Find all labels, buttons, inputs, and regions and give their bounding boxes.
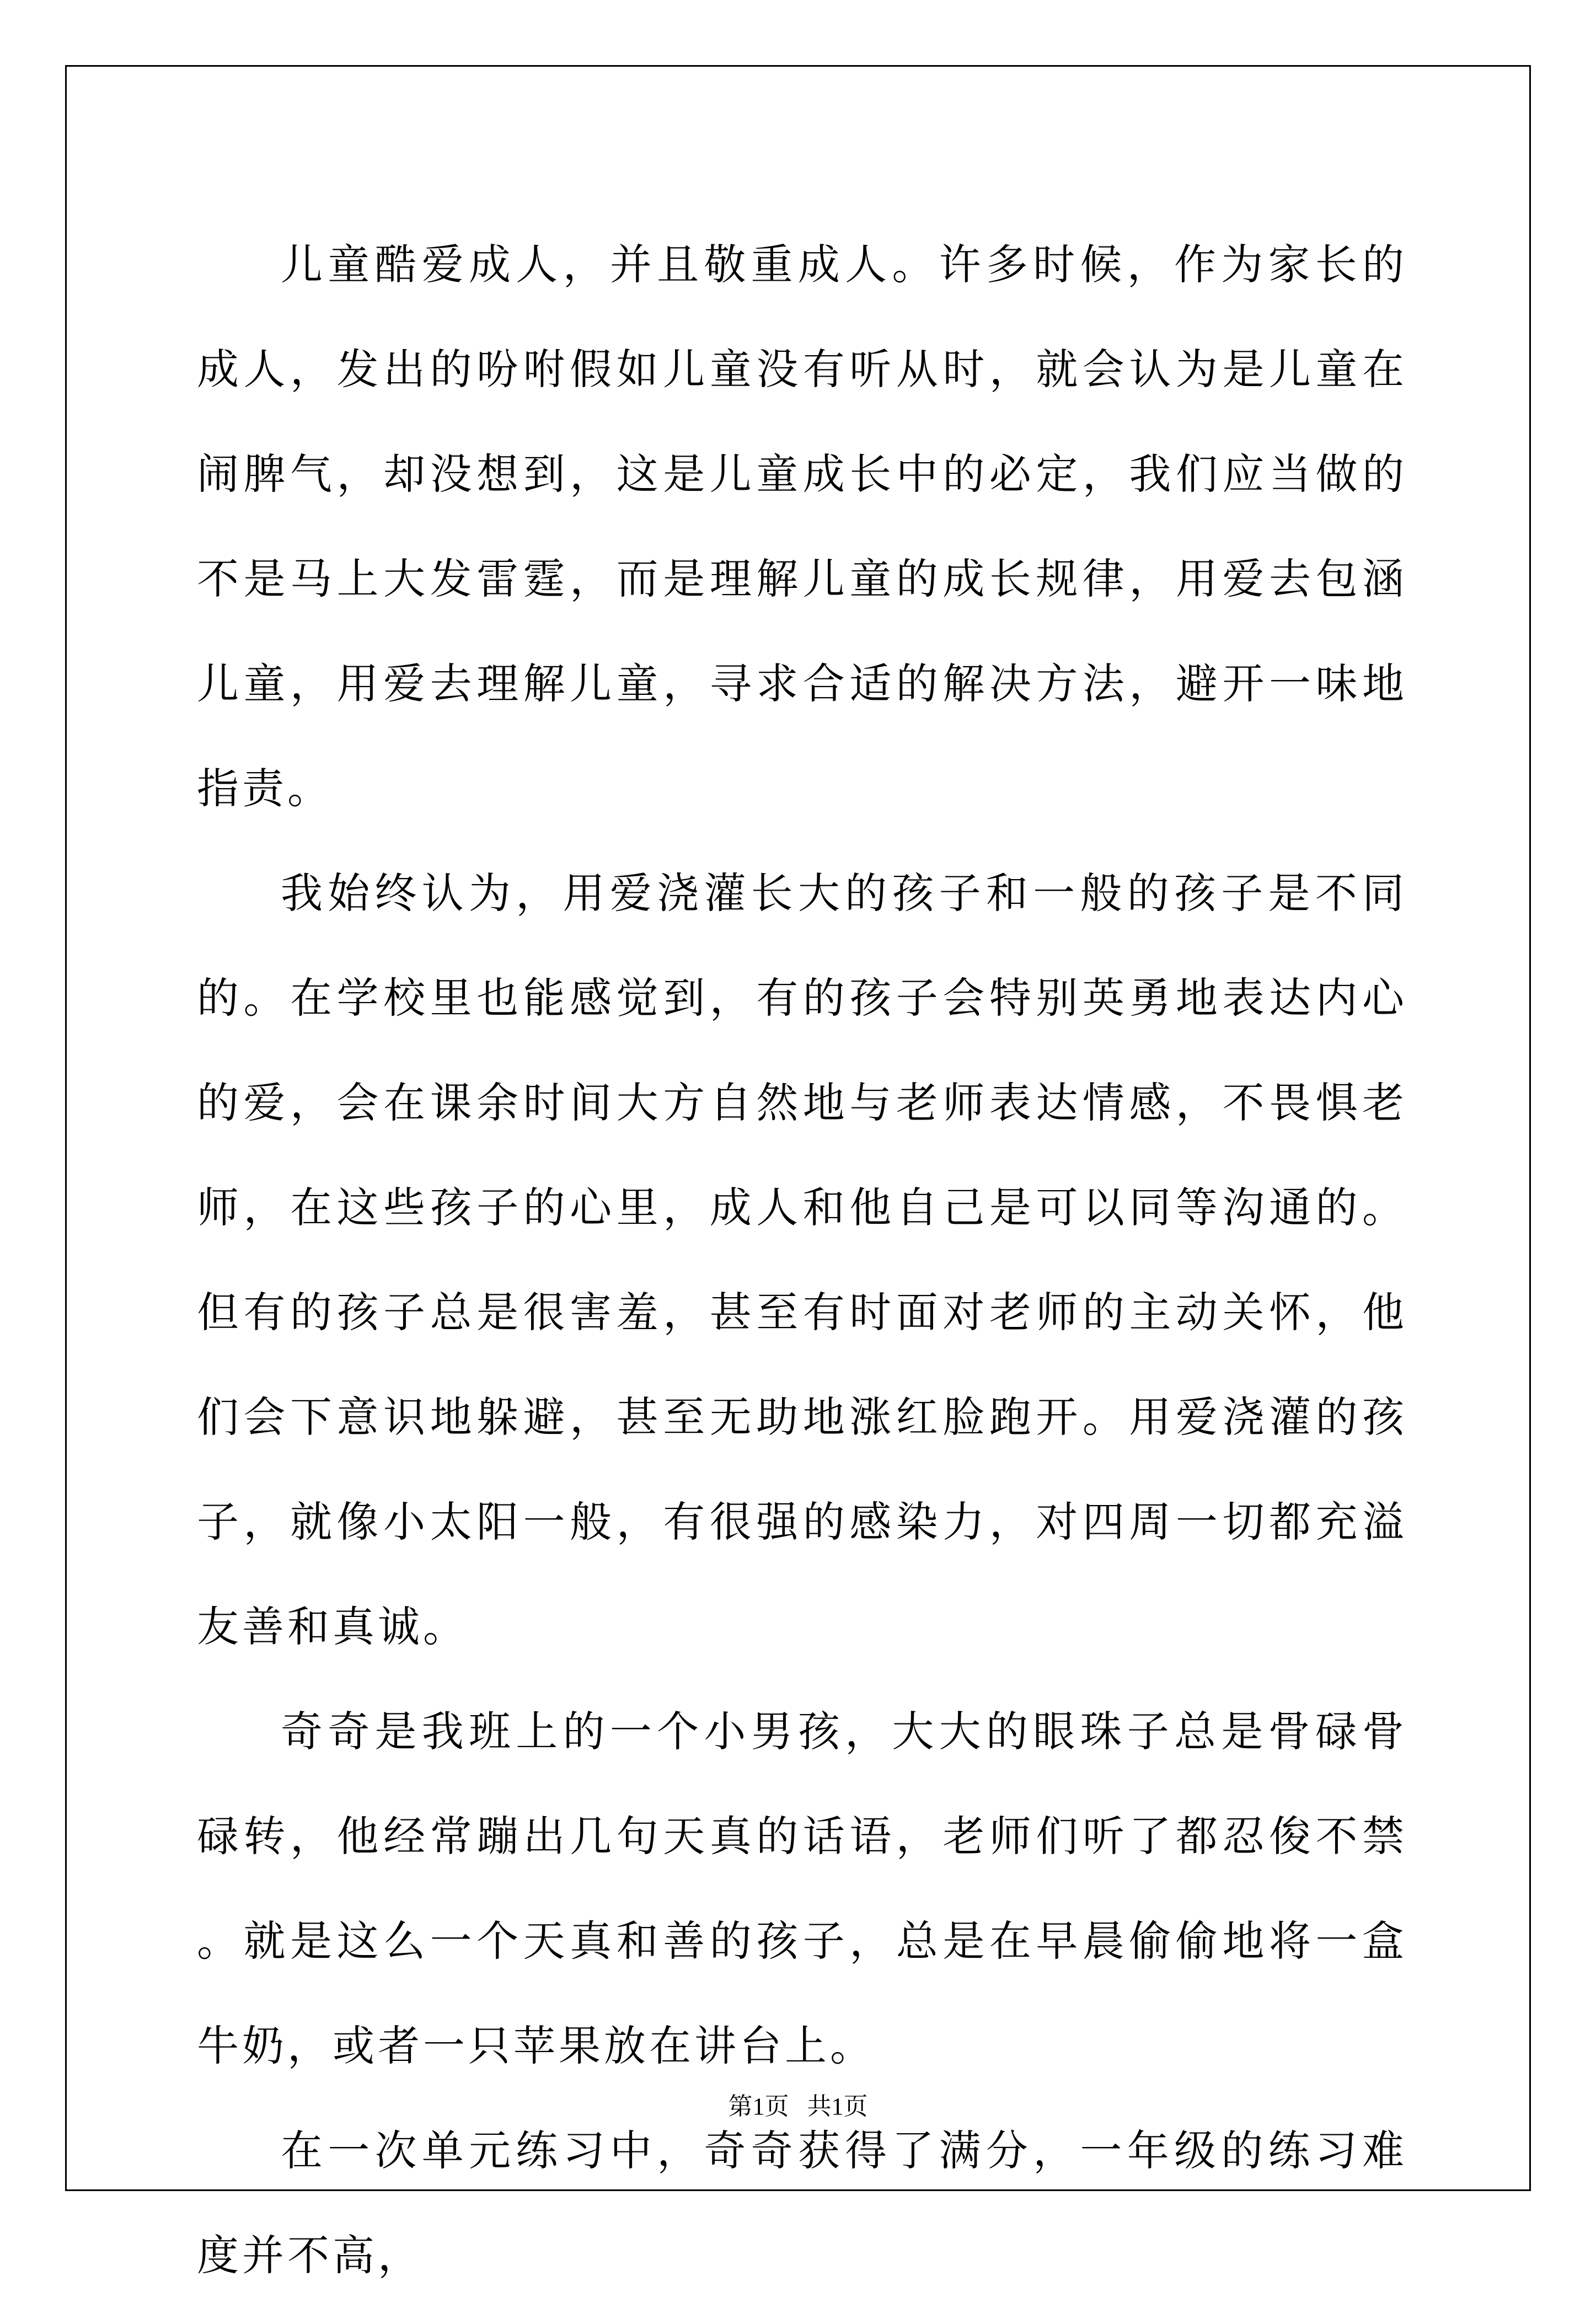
page-footer bbox=[0, 2090, 1596, 2123]
footer-spacer bbox=[789, 2093, 807, 2120]
paragraph-4: 在一次单元练习中，奇奇获得了满分，一年级的练习难度并不高， bbox=[197, 2126, 1407, 2280]
page-total: 共1页 bbox=[807, 2093, 868, 2120]
paragraph-1: 儿童酷爱成人，并且敬重成人。许多时候，作为家长的成人，发出的吩咐假如儿童没有听从时，就会认为是儿童在闹脾气，却没想到，这是儿童成长中的必定，我们应当做的不是马上大发雷霆，而是理解儿童的成长规律，用爱去包涵儿童，用爱去理解儿童，寻求合适的解决方法，避开一味地指责。 bbox=[197, 240, 1407, 813]
paragraph-3: 奇奇是我班上的一个小男孩，大大的眼珠子总是骨碌骨碌转，他经常蹦出几句天真的话语，老师们听了都忍俊不禁。就是这么一个天真和善的孩子，总是在早晨偷偷地将一盒牛奶，或者一只苹果放在讲台上。 bbox=[197, 1707, 1407, 2070]
paragraph-2: 我始终认为，用爱浇灌长大的孩子和一般的孩子是不同的。在学校里也能感觉到，有的孩子会特别英勇地表达内心的爱，会在课余时间大方自然地与老师表达情感，不畏惧老师，在这些孩子的心里，成人和他自己是可以同等沟通的。但有的孩子总是很害羞，甚至有时面对老师的主动关怀，他们会下意识地躲避，甚至无助地涨红脸跑开。用爱浇灌的孩子，就像小太阳一般，有很强的感染力，对四周一切都充溢友善和真诚。 bbox=[197, 869, 1407, 1651]
article-body bbox=[197, 212, 1407, 2308]
page-number: 第1页 bbox=[728, 2093, 789, 2120]
